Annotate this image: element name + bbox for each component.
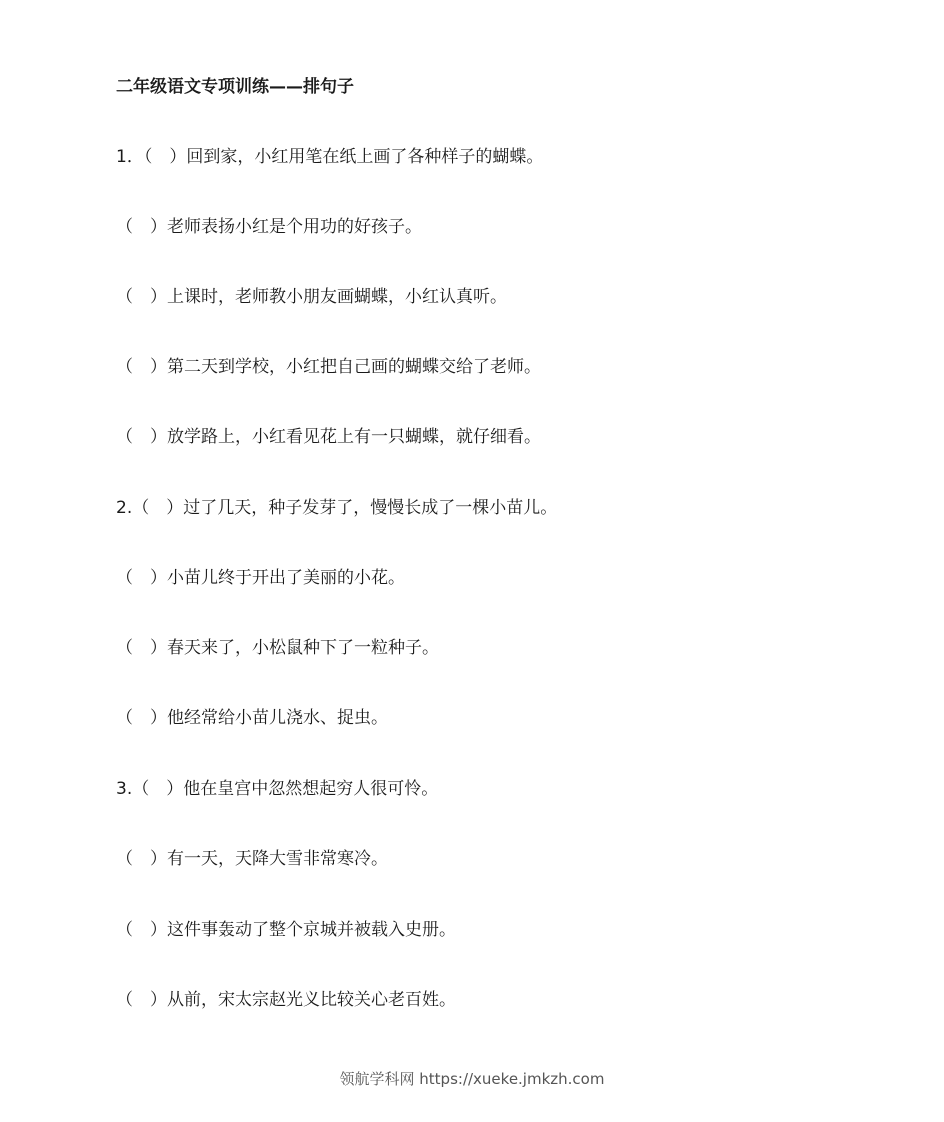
question-1-line-2: （ ）老师表扬小红是个用功的好孩子。 — [116, 217, 422, 237]
question-1-line-1: 1．（ ）回到家，小红用笔在纸上画了各种样子的蝴蝶。 — [116, 147, 544, 167]
document-title: 二年级语文专项训练——排句子 — [116, 77, 354, 97]
question-2-line-3: （ ）春天来了，小松鼠种下了一粒种子。 — [116, 638, 439, 658]
question-3-line-2: （ ）有一天，天降大雪非常寒冷。 — [116, 849, 388, 869]
page-footer: 领航学科网 https://xueke.jmkzh.com — [339, 1070, 605, 1088]
question-2-line-4: （ ）他经常给小苗儿浇水、捉虫。 — [116, 708, 388, 728]
question-1-line-5: （ ）放学路上，小红看见花上有一只蝴蝶，就仔细看。 — [116, 427, 541, 447]
question-3-line-1: 3.（ ）他在皇宫中忽然想起穷人很可怜。 — [116, 779, 439, 799]
question-2-line-2: （ ）小苗儿终于开出了美丽的小花。 — [116, 568, 405, 588]
question-2-line-1: 2.（ ）过了几天，种子发芽了，慢慢长成了一棵小苗儿。 — [116, 498, 558, 518]
question-1-line-4: （ ）第二天到学校，小红把自己画的蝴蝶交给了老师。 — [116, 357, 541, 377]
question-3-line-4: （ ）从前，宋太宗赵光义比较关心老百姓。 — [116, 990, 456, 1010]
question-3-line-3: （ ）这件事轰动了整个京城并被载入史册。 — [116, 920, 456, 940]
question-1-line-3: （ ）上课时，老师教小朋友画蝴蝶，小红认真听。 — [116, 287, 507, 307]
